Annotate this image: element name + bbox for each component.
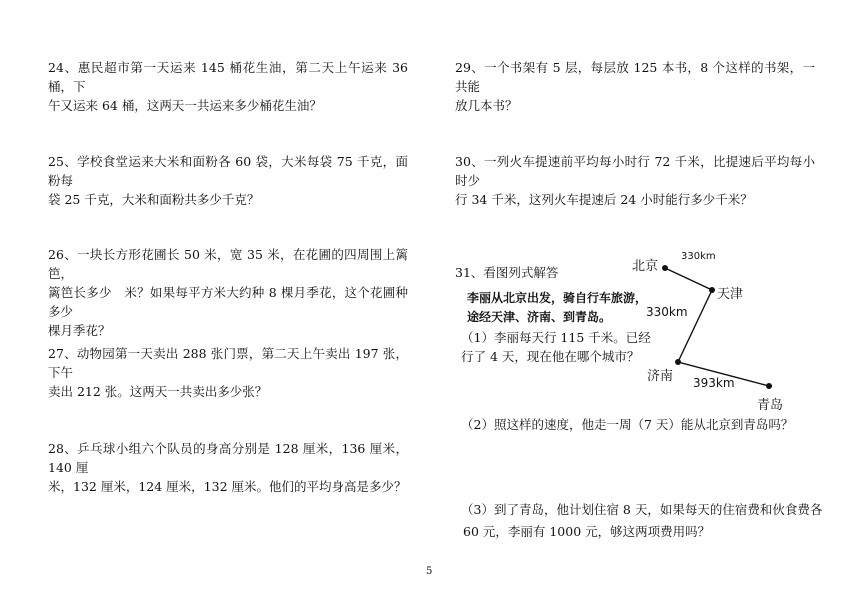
q28-line-1: 28、乒乓球小组六个队员的身高分别是 128 厘米，136 厘米，140 厘 xyxy=(48,441,408,475)
tianjin-dot xyxy=(709,287,715,293)
qingdao-dot xyxy=(766,383,772,389)
q28-line-2: 米，132 厘米，124 厘米，132 厘米。他们的平均身高是多少？ xyxy=(48,479,407,494)
q27-line-1: 27、动物园第一天卖出 288 张门票，第二天上午卖出 197 张，下午 xyxy=(48,346,408,380)
q24-line-1: 24、惠民超市第一天运来 145 桶花生油，第二天上午运来 36 桶，下 xyxy=(48,60,408,94)
q31-sub1-line-1: （1）李丽每天行 115 千米。已经 xyxy=(461,330,651,345)
q31-title: 31、看图列式解答 xyxy=(455,265,559,280)
city-beijing: 北京 xyxy=(632,259,659,274)
q29-line-2: 放几本书？ xyxy=(455,98,518,113)
q31-sub-2: （2）照这样的速度，他走一周（7 天）能从北京到青岛吗？ xyxy=(461,417,794,432)
q30-line-2: 行 34 千米，这列火车提速后 24 小时能行多少千米？ xyxy=(455,192,753,207)
q31-sub3-line-2: 60 元，李丽有 1000 元，够这两项费用吗？ xyxy=(463,524,711,539)
q25-line-2: 袋 25 千克，大米和面粉共多少千克？ xyxy=(48,192,260,207)
page-number: 5 xyxy=(426,566,433,577)
city-tianjin: 天津 xyxy=(717,287,744,302)
beijing-dot xyxy=(662,265,668,271)
q24-line-2: 午又运来 64 桶，这两天一共运来多少桶花生油？ xyxy=(48,98,322,113)
distance-beijing-tianjin: 330km xyxy=(681,251,716,262)
distance-tianjin-jinan: 330km xyxy=(646,305,688,319)
q25-line-1: 25、学校食堂运来大米和面粉各 60 袋，大米每袋 75 千克，面粉每 xyxy=(48,154,408,188)
q26-line-3: 棵月季花？ xyxy=(48,323,111,338)
q31-bold-line-2: 途经天津、济南、到青岛。 xyxy=(467,310,612,324)
q27-line-2: 卖出 212 张。这两天一共卖出多少张？ xyxy=(48,384,268,399)
q31-bold-line-1: 李丽从北京出发，骑自行车旅游， xyxy=(467,291,648,305)
q31-sub3-line-1: （3）到了青岛，他计划住宿 8 天，如果每天的住宿费和伙食费各 xyxy=(461,502,823,517)
q26-line-1: 26、一块长方形花圃长 50 米，宽 35 米，在花圃的四周围上篱笆， xyxy=(48,247,408,281)
q31-sub1-line-2: 行了 4 天，现在他在哪个城市？ xyxy=(461,349,640,364)
q30-line-1: 30、一列火车提速前平均每小时行 72 千米，比提速后平均每小时少 xyxy=(455,154,815,188)
distance-jinan-qingdao: 393km xyxy=(693,376,735,390)
jinan-dot xyxy=(675,359,681,365)
city-jinan: 济南 xyxy=(647,369,674,384)
q26-line-2: 篱笆长多少 米？如果每平方米大约种 8 棵月季花，这个花圃种多少 xyxy=(48,285,408,319)
city-qingdao: 青岛 xyxy=(757,398,784,413)
q29-line-1: 29、一个书架有 5 层，每层放 125 本书，8 个这样的书架，一共能 xyxy=(455,60,815,94)
